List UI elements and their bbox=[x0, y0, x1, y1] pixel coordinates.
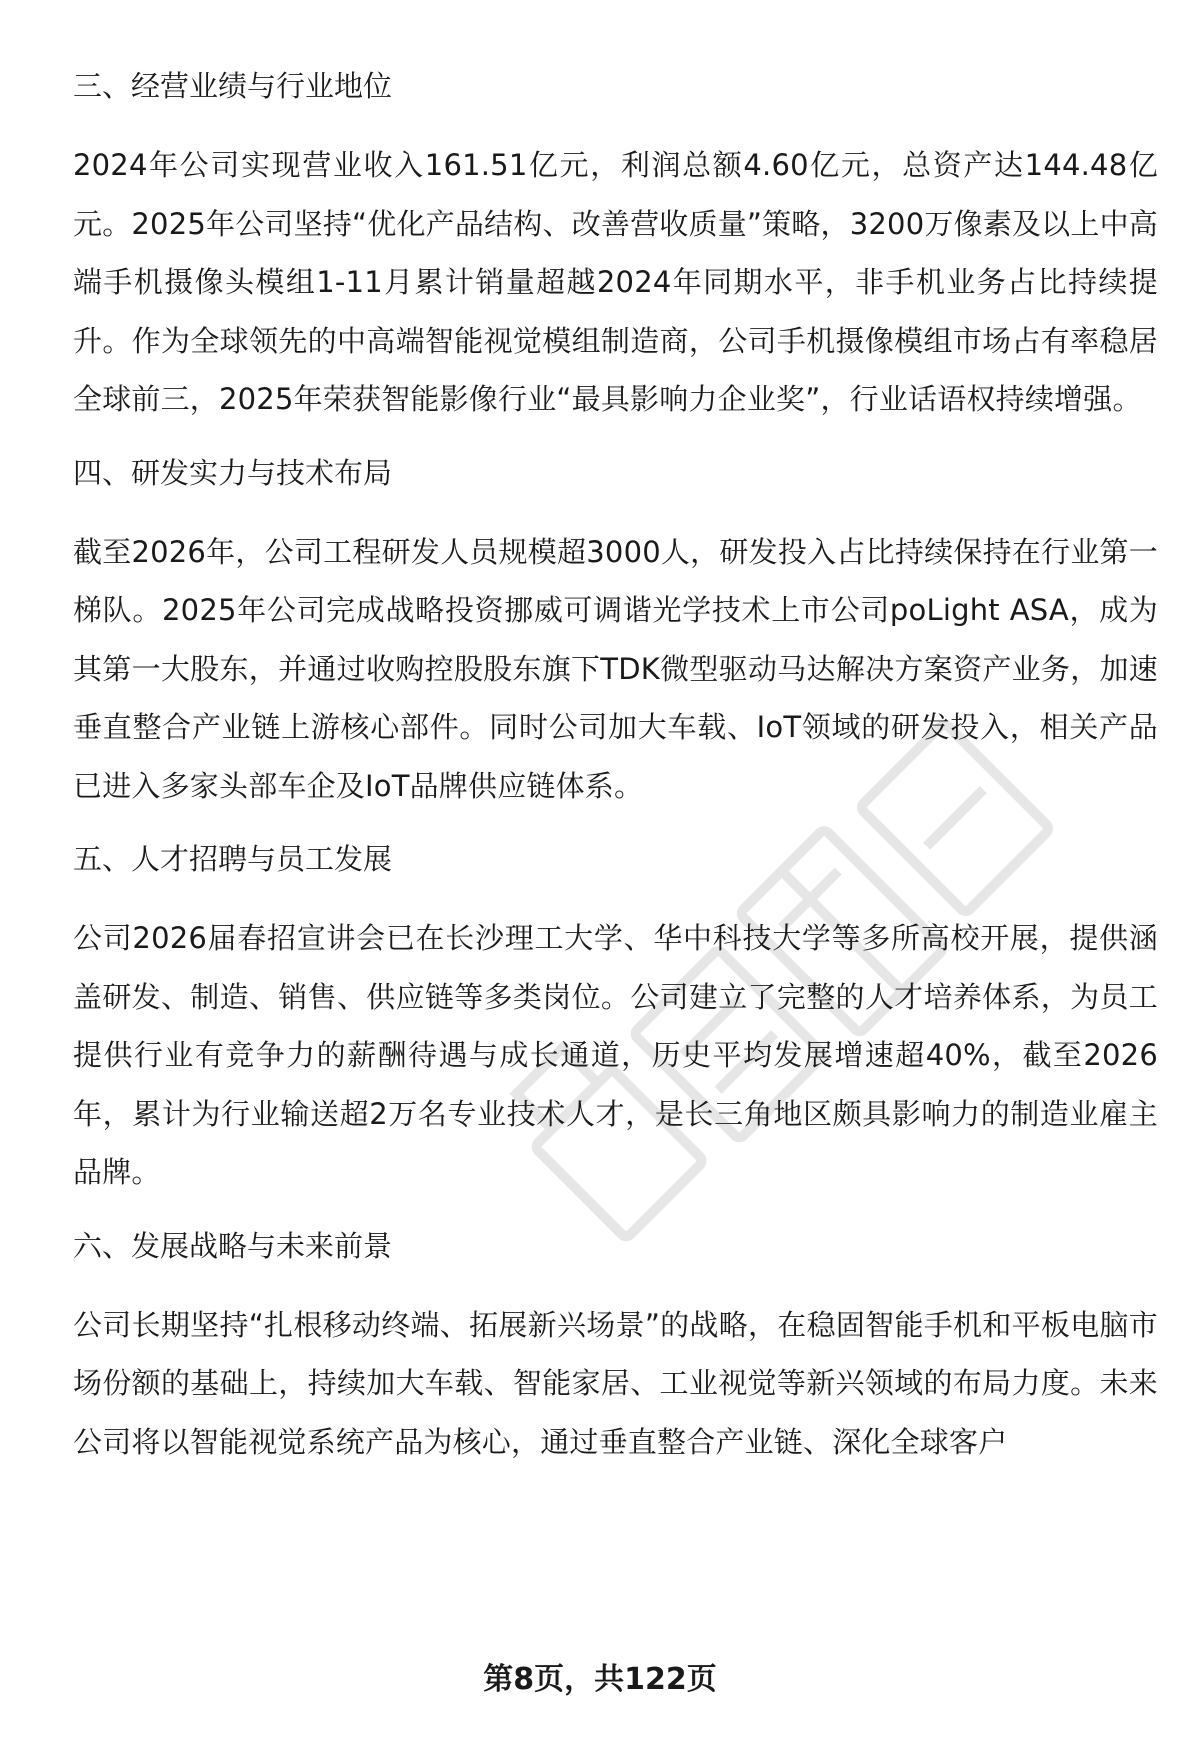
page-number-footer: 第8页，共122页 bbox=[483, 1662, 717, 1697]
section-heading-3: 三、经营业绩与行业地位 bbox=[73, 69, 393, 103]
section-paragraph-6: 公司长期坚持“扎根移动终端、拓展新兴场景”的战略，在稳固智能手机和平板电脑市场份额的基础上，持续加大车载、智能家居、工业视觉等新兴领域的布局力度。未来公司将以智能视觉系统产品为核心，通过垂直整合产业链、深化全球客户 bbox=[73, 1307, 1158, 1459]
section-paragraph-5: 公司2026届春招宣讲会已在长沙理工大学、华中科技大学等多所高校开展，提供涵盖研发、制造、销售、供应链等多类岗位。公司建立了完整的人才培养体系，为员工提供行业有竞争力的薪酬待遇与成长通道，历史平均发展增速超40%，截至2026年，累计为行业输送超2万名专业技术人才，是长三角地区颇具影响力的制造业雇主品牌。 bbox=[73, 921, 1158, 1189]
section-paragraph-4: 截至2026年，公司工程研发人员规模超3000人，研发投入占比持续保持在行业第一梯队。2025年公司完成战略投资挪威可调谐光学技术上市公司poLight ASA，成为其第一大股东，并通过收购控股股东旗下TDK微型驱动马达解决方案资产业务，加速垂直整合产业链上游核心部件。同时公司加大车载、IoT领域的研发投入，相关产品已进入多家头部车企及IoT品牌供应链体系。 bbox=[73, 534, 1158, 803]
document-body bbox=[73, 64, 1158, 1493]
section-paragraph-3: 2024年公司实现营业收入161.51亿元，利润总额4.60亿元，总资产达144.48亿元。2025年公司坚持“优化产品结构、改善营收质量”策略，3200万像素及以上中高端手机摄像头模组1-11月累计销量超越2024年同期水平，非手机业务占比持续提升。作为全球领先的中高端智能视觉模组制造商，公司手机摄像模组市场占有率稳居全球前三，2025年荣获智能影像行业“最具影响力企业奖”，行业话语权持续增强。 bbox=[73, 148, 1158, 416]
section-heading-5: 五、人才招聘与员工发展 bbox=[73, 842, 393, 876]
section-heading-6: 六、发展战略与未来前景 bbox=[73, 1228, 393, 1263]
section-heading-4: 四、研发实力与技术布局 bbox=[73, 455, 393, 490]
